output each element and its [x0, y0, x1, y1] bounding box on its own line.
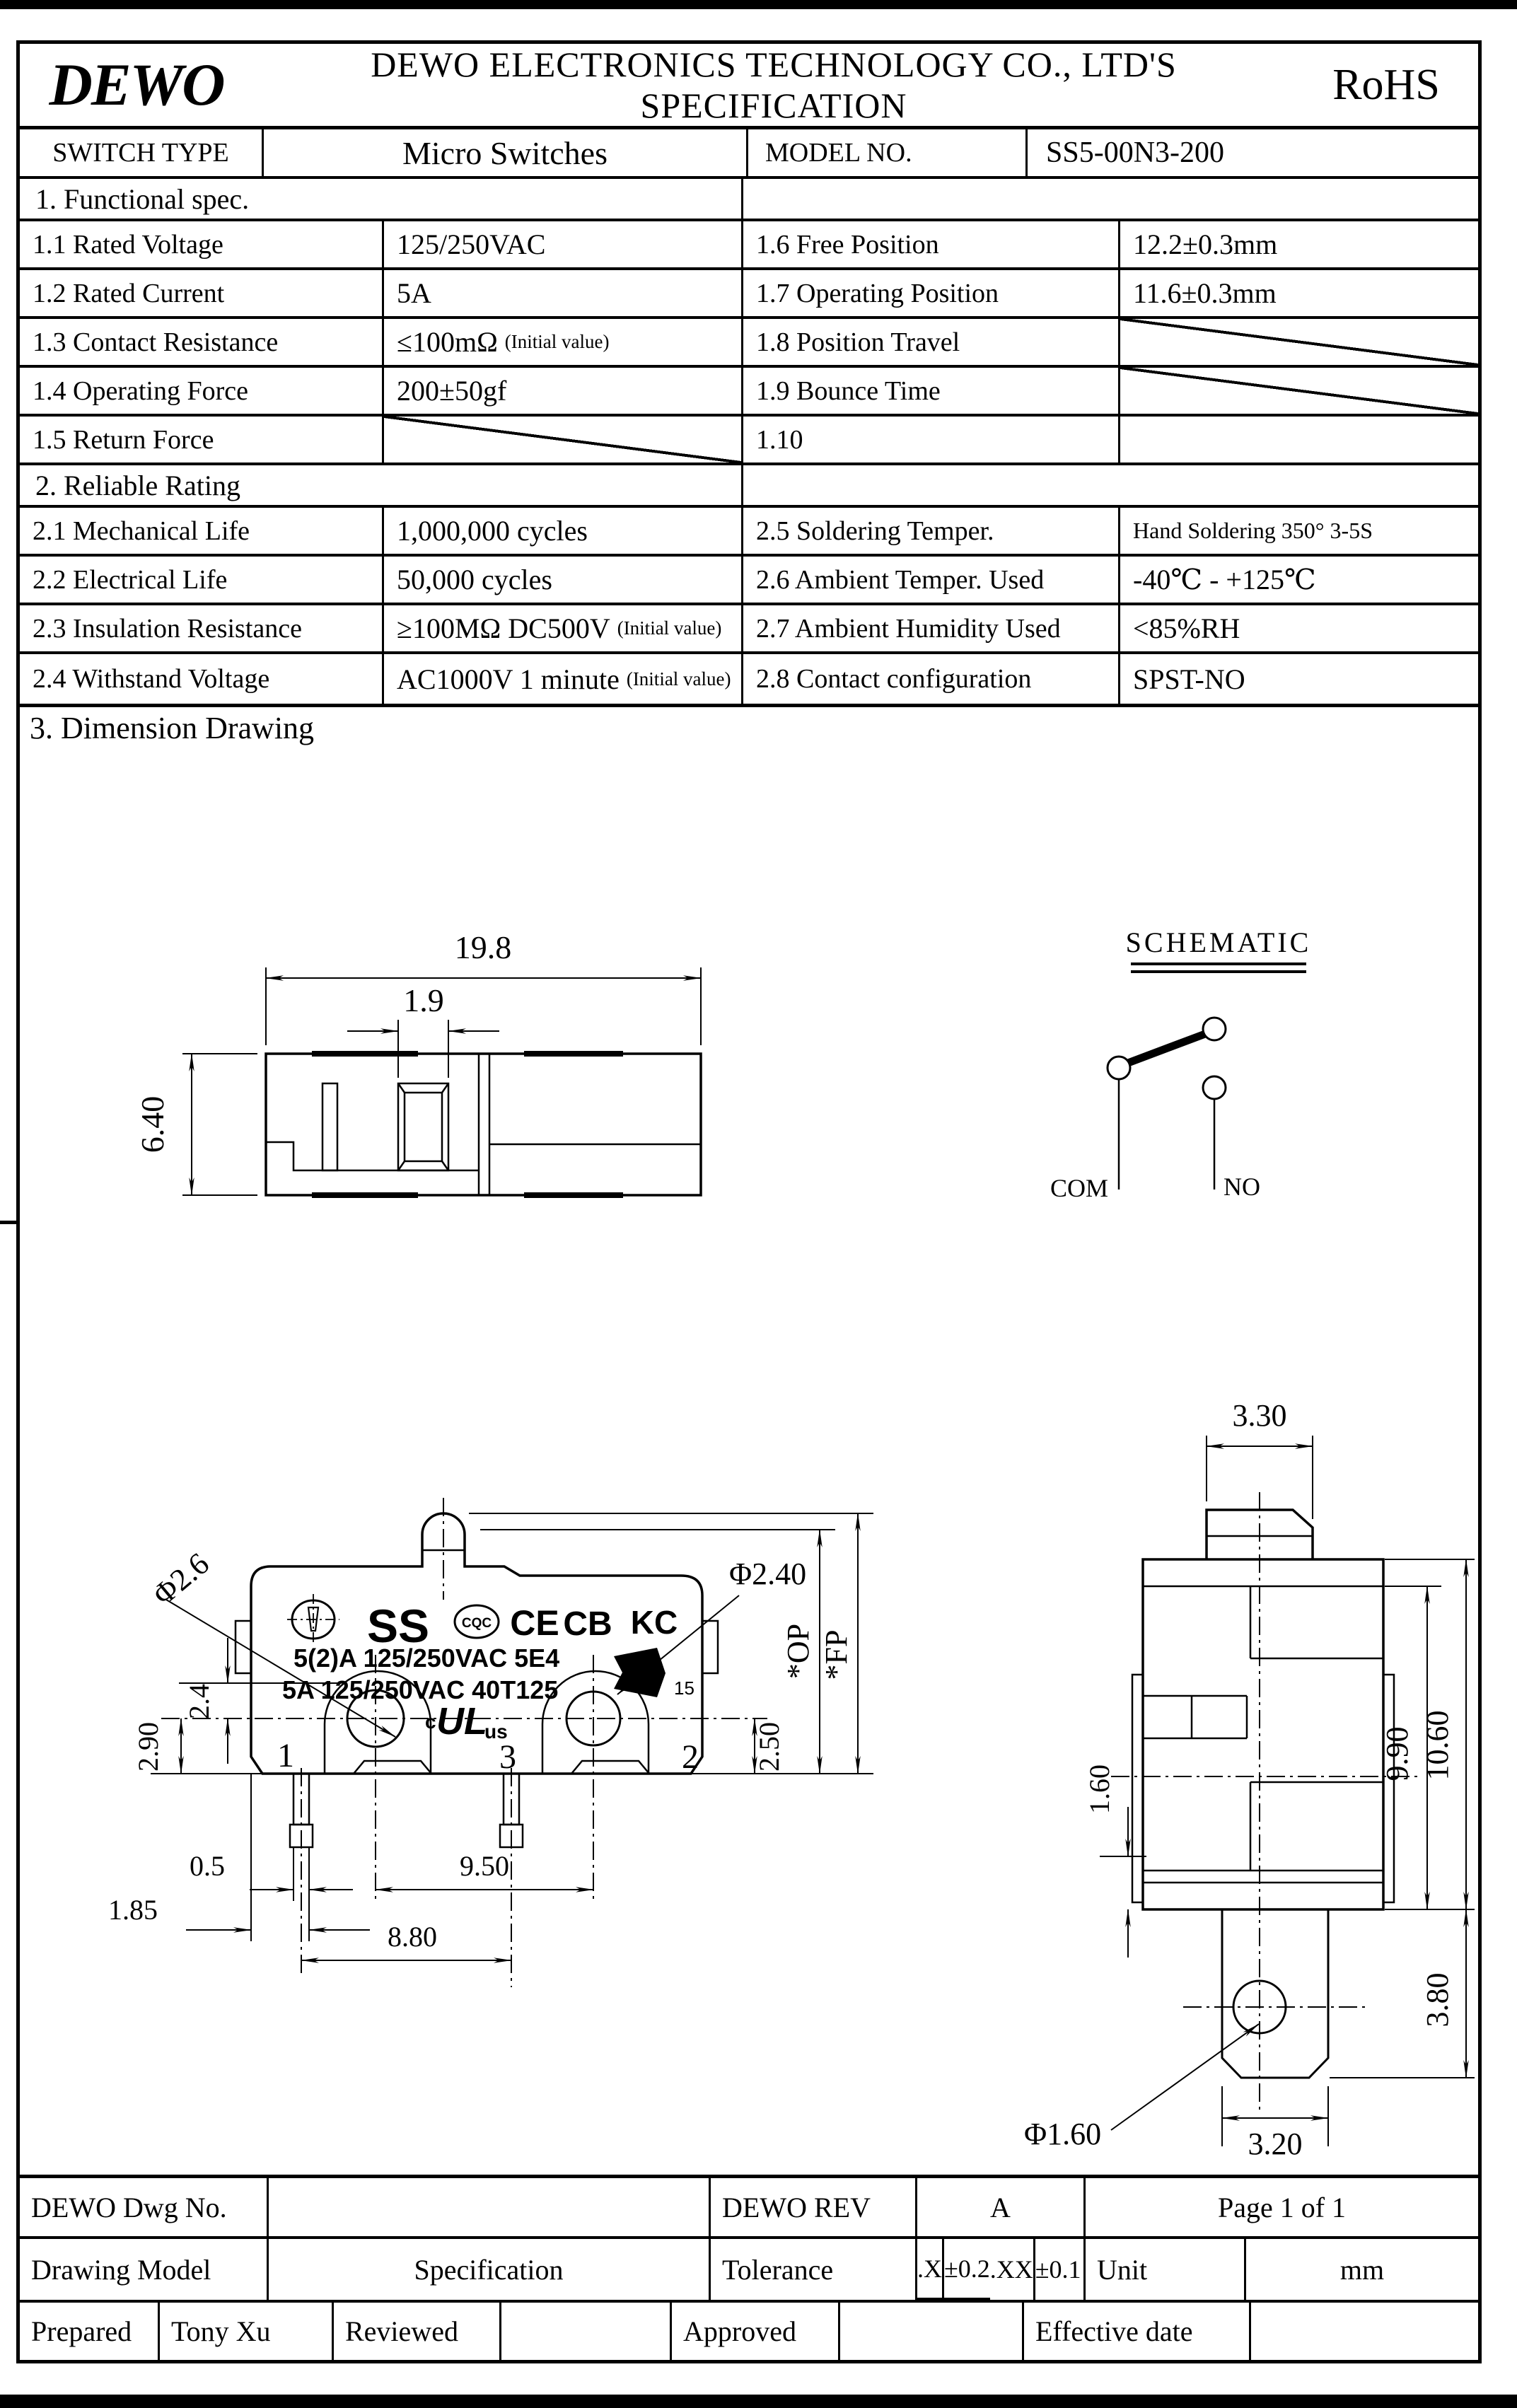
spec-value: [384, 319, 743, 368]
spec-label: 1.3 Contact Resistance: [20, 319, 384, 368]
rev-value: A: [917, 2178, 1086, 2236]
tol-xx-label: .XX: [990, 2239, 1035, 2300]
tol-x-value: ±0.2: [944, 2239, 990, 2300]
top-view: [134, 929, 701, 1198]
model-row: [20, 129, 1478, 179]
footer-row-1: [20, 2178, 1478, 2239]
dim-6-40: 6.40: [134, 1095, 170, 1153]
spec-label: 2.3 Insulation Resistance: [20, 605, 384, 654]
spec-label: 1.6 Free Position: [743, 221, 1120, 270]
dim-2-50: 2.50: [753, 1722, 785, 1772]
rohs-mark: RoHS: [1332, 60, 1440, 109]
rating-line-1: 5(2)A 125/250VAC 5E4: [293, 1644, 560, 1673]
footer-table: [16, 2175, 1482, 2363]
rating-line-2: 5A 125/250VAC 40T125: [282, 1675, 559, 1704]
spec-label: 1.10: [743, 417, 1120, 465]
drawing-model-label: Drawing Model: [20, 2239, 269, 2300]
spec-label: 2.1 Mechanical Life: [20, 508, 384, 557]
dim-1-60: 1.60: [1083, 1764, 1115, 1814]
dim-op: *OP: [781, 1623, 815, 1680]
spec-value: 1,000,000 cycles: [384, 508, 743, 557]
model-no-value: SS5-00N3-200: [1046, 136, 1225, 169]
dim-8-80: 8.80: [388, 1921, 437, 1953]
dim-hole-right: Φ2.40: [729, 1557, 807, 1591]
spec-value: Hand Soldering 350° 3-5S: [1120, 508, 1478, 557]
brand-text: SS: [366, 1600, 430, 1652]
spec-value-main: ≤100mΩ: [397, 326, 498, 358]
prepared-value: Tony Xu: [160, 2303, 334, 2360]
spec-value-na: [384, 417, 743, 465]
schematic-title: SCHEMATIC: [1125, 926, 1312, 958]
spec-value: <85%RH: [1120, 605, 1478, 654]
footer-row-3: [20, 2303, 1478, 2360]
spec-value: 12.2±0.3mm: [1120, 221, 1478, 270]
cqc-mark-icon: [455, 1605, 499, 1638]
svg-text:ENEC: ENEC: [623, 1667, 653, 1683]
svg-text:us: us: [484, 1721, 508, 1743]
header-band: [20, 44, 1478, 129]
spec-label: 1.7 Operating Position: [743, 270, 1120, 319]
spec-label: 1.4 Operating Force: [20, 368, 384, 417]
spec-value: [384, 605, 743, 654]
spec-label: 2.7 Ambient Humidity Used: [743, 605, 1120, 654]
page-indicator: Page 1 of 1: [1217, 2191, 1347, 2223]
dim-9-50: 9.50: [460, 1850, 509, 1882]
dim-2-90: 2.90: [132, 1722, 164, 1772]
enec-number: 15: [674, 1677, 694, 1699]
cb-mark: CB: [563, 1605, 612, 1643]
front-view: [108, 1498, 873, 1987]
model-no-label: MODEL NO.: [748, 129, 1028, 176]
spec-value-note: (Initial value): [626, 668, 731, 690]
spec-label: 2.6 Ambient Temper. Used: [743, 557, 1120, 605]
approved-value: [840, 2303, 1024, 2360]
dim-fp: *FP: [819, 1629, 854, 1680]
dim-3-80: 3.80: [1420, 1972, 1455, 2028]
dwg-no-label: DEWO Dwg No.: [20, 2178, 269, 2236]
schematic-symbol: [1108, 1018, 1226, 1190]
top-view-ticks: [312, 1051, 623, 1198]
switch-type-value: Micro Switches: [264, 129, 748, 176]
spec-label: 1.1 Rated Voltage: [20, 221, 384, 270]
schematic-com-label: COM: [1050, 1174, 1108, 1202]
dim-19-8: 19.8: [454, 929, 512, 965]
reviewed-value: [501, 2303, 672, 2360]
reviewed-label: Reviewed: [334, 2303, 501, 2360]
spec-value: 50,000 cycles: [384, 557, 743, 605]
tolerance-values: [917, 2239, 1086, 2300]
reliable-section-title: 2. Reliable Rating: [20, 465, 743, 508]
reliable-section-spacer: [743, 465, 1478, 508]
tool-mark-icon: [287, 1594, 339, 1645]
rev-label: DEWO REV: [711, 2178, 917, 2236]
tol-xx-value: ±0.1: [1035, 2255, 1081, 2284]
spec-label: 2.5 Soldering Temper.: [743, 508, 1120, 557]
dim-3-30: 3.30: [1232, 1398, 1287, 1433]
dim-0-5: 0.5: [190, 1850, 225, 1882]
spec-value: 200±50gf: [384, 368, 743, 417]
spec-value-main: AC1000V 1 minute: [397, 663, 620, 695]
dim-2-4: 2.4: [183, 1684, 215, 1719]
schematic: [1050, 926, 1311, 1202]
dwg-no-value: [269, 2178, 711, 2236]
approved-label: Approved: [672, 2303, 840, 2360]
spec-label: 1.2 Rated Current: [20, 270, 384, 319]
dim-10-60: 10.60: [1420, 1710, 1455, 1781]
unit-value: mm: [1339, 2253, 1385, 2286]
spec-label: 1.9 Bounce Time: [743, 368, 1120, 417]
footer-row-2: [20, 2239, 1478, 2303]
prepared-label: Prepared: [20, 2303, 160, 2360]
top-scan-bar: [0, 0, 1517, 9]
spec-value: -40℃ - +125℃: [1120, 557, 1478, 605]
switch-type-label: SWITCH TYPE: [20, 129, 264, 176]
ce-mark: CE: [510, 1603, 559, 1643]
spec-grid: [20, 179, 1478, 704]
svg-text:CQC: CQC: [461, 1616, 492, 1631]
spec-label: 2.2 Electrical Life: [20, 557, 384, 605]
dimension-drawing: [16, 707, 1482, 2175]
svg-text:c: c: [425, 1711, 436, 1733]
dim-hole-left: Φ2.6: [146, 1546, 216, 1612]
front-markings: [282, 1594, 694, 1743]
dim-hole-1-60: Φ1.60: [1024, 2117, 1102, 2151]
effective-date-label: Effective date: [1024, 2303, 1251, 2360]
svg-text:UL: UL: [436, 1700, 487, 1743]
spec-value: 5A: [384, 270, 743, 319]
dimension-drawing-title: 3. Dimension Drawing: [30, 711, 315, 745]
fold-mark: [0, 1221, 16, 1224]
kc-mark: KC: [630, 1604, 678, 1641]
spec-value: [384, 654, 743, 704]
spec-value-na: [1120, 319, 1478, 368]
ul-mark-icon: [425, 1700, 508, 1743]
tolerance-label: Tolerance: [711, 2239, 917, 2300]
dim-1-9: 1.9: [403, 982, 444, 1018]
spec-value-na: [1120, 368, 1478, 417]
dim-1-85: 1.85: [108, 1894, 158, 1926]
bottom-scan-bar: [0, 2395, 1517, 2408]
side-view: [1024, 1398, 1475, 2161]
dim-9-90: 9.90: [1380, 1726, 1414, 1781]
spec-value: SPST-NO: [1133, 663, 1245, 695]
document-title: DEWO ELECTRONICS TECHNOLOGY CO., LTD'S SPECIFICATION: [371, 45, 1177, 125]
spec-table: [16, 40, 1482, 707]
company-logo: DEWO: [49, 52, 224, 118]
spec-value: 125/250VAC: [384, 221, 743, 270]
spec-value-main: ≥100MΩ DC500V: [397, 612, 610, 644]
dim-3-20: 3.20: [1248, 2127, 1303, 2161]
terminal-2: 2: [682, 1738, 699, 1776]
spec-label: 2.8 Contact configuration: [743, 654, 1120, 704]
terminal-1: 1: [277, 1737, 294, 1774]
tol-x-label: .X: [917, 2239, 944, 2300]
effective-date-value: [1251, 2303, 1478, 2360]
side-view-dims: [1100, 1436, 1475, 2146]
functional-section-title: 1. Functional spec.: [20, 179, 743, 221]
spec-value-note: (Initial value): [504, 331, 610, 352]
functional-section-spacer: [743, 179, 1478, 221]
spec-label: 1.8 Position Travel: [743, 319, 1120, 368]
spec-value: 11.6±0.3mm: [1120, 270, 1478, 319]
unit-label: Unit: [1086, 2239, 1246, 2300]
spec-label: 2.4 Withstand Voltage: [20, 654, 384, 704]
schematic-no-label: NO: [1224, 1173, 1260, 1201]
drawing-model-value: Specification: [269, 2239, 711, 2300]
enec-mark-icon: [614, 1648, 694, 1699]
spec-label: 1.5 Return Force: [20, 417, 384, 465]
spec-value-note: (Initial value): [617, 617, 722, 639]
spec-value: [1120, 417, 1478, 465]
terminal-3: 3: [499, 1738, 516, 1776]
